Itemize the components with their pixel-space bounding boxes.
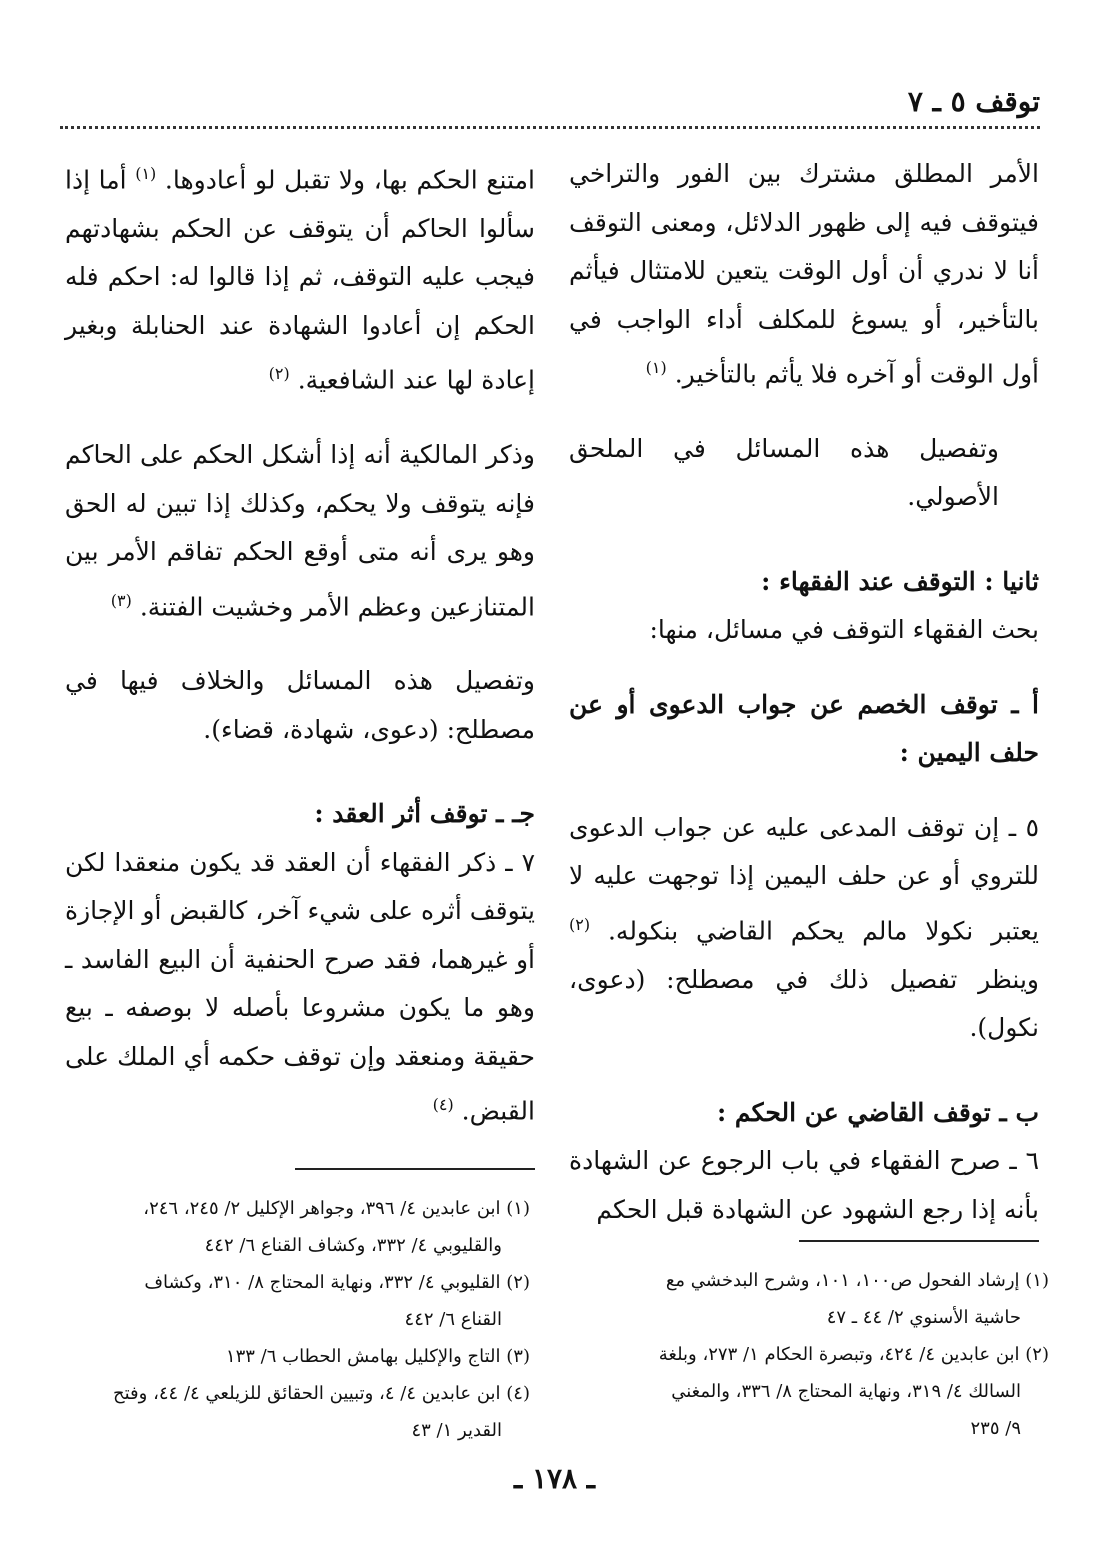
footnote-item-cont: والقليوبي ٤/ ٣٣٢، وكشاف القناع ٦/ ٤٤٢ [204, 1235, 502, 1256]
section-heading-thaniyan: ثانيا : التوقف عند الفقهاء : [761, 566, 1039, 596]
paragraph: ٧ ـ ذكر الفقهاء أن العقد قد يكون منعقدا لكن يتوقف أثره على شيء آخر، كالقبض أو الإجازة أو غيرهما، فقد صرح الحنفية أن البيع الفاسد ـ وهو ما يكون مشروعا بأصله لا بوصفه ـ بيع حقيقة ومنعقد وإن توقف حكمه أي الملك على القبض. $^{(٤)}$ [65, 847, 536, 1126]
footnote-ref[interactable]: (٣) [110, 590, 132, 610]
paragraph: ٥ ـ إن توقف المدعى عليه عن جواب الدعوى للتروي أو عن حلف اليمين إذا توجهت عليه لا يعتبر نكولا مالم يحكم القاضي بنكوله. $^{(٢)}$ وينظر تفصيل ذلك في مصطلح: (دعوى، نكول). [569, 812, 1039, 1043]
paragraph: امتنع الحكم بها، ولا تقبل لو أعادوها. $^{(١)}$ أما إذا سألوا الحاكم أن يتوقف عن الحكم بشهادتهم فيجب عليه التوقف، ثم إذا قالوا له: احكم فله الحكم إن أعادوا الشهادة عند الحنابلة وبغير إعادة لها عند الشافعية. $^{(٢)}$ [65, 164, 535, 395]
footnote-item-cont: القدير ١/ ٤٣ [411, 1420, 502, 1441]
footnote-item: (٣) التاج والإكليل بهامش الحطاب ٦/ ١٣٣ [225, 1346, 530, 1367]
running-header: توقف ٥ ـ ٧ [907, 85, 1040, 118]
paragraph: وتفصيل هذه المسائل في الملحق الأصولي. [569, 433, 999, 512]
footnote-item: (١) إرشاد الفحول ص١٠٠، ١٠١، وشرح البدخشي مع [665, 1270, 1049, 1291]
footnote-ref[interactable]: (١) [135, 164, 157, 183]
footnote-item: (١) ابن عابدين ٤/ ٣٩٦، وجواهر الإكليل ٢/ ٢٤٥، ٢٤٦، [143, 1198, 530, 1219]
footnote-item-cont: السالك ٤/ ٣١٩، ونهاية المحتاج ٨/ ٣٣٦، والمغني [671, 1381, 1021, 1402]
paragraph: وتفصيل هذه المسائل والخلاف فيها في مصطلح: (دعوى، شهادة، قضاء). [65, 666, 535, 744]
footnote-rule-right [799, 1240, 1039, 1242]
right-column [569, 150, 1039, 1224]
footnote-ref[interactable]: (١) [645, 358, 667, 377]
paragraph: ٦ ـ صرح الفقهاء في باب الرجوع عن الشهادة بأنه إذا رجع الشهود عن الشهادة قبل الحكم [569, 1146, 1039, 1224]
left-column [65, 150, 535, 1150]
page-number: ـ ١٧٨ ـ [513, 1462, 596, 1495]
footnote-item: (٢) القليوبي ٤/ ٣٣٢، ونهاية المحتاج ٨/ ٣١٠، وكشاف [144, 1272, 530, 1293]
footnote-rule-left [295, 1168, 535, 1170]
footnote-ref[interactable]: (٢) [569, 914, 591, 934]
paragraph: بحث الفقهاء التوقف في مسائل، منها: [649, 615, 1039, 645]
section-heading-a: أ ـ توقف الخصم عن جواب الدعوى أو عن حلف اليمين : [569, 689, 1039, 768]
footnote-item: (٢) ابن عابدين ٤/ ٤٢٤، وتبصرة الحكام ١/ ٢٧٣، وبلغة [658, 1344, 1049, 1365]
paragraph: الأمر المطلق مشترك بين الفور والتراخي فيتوقف فيه إلى ظهور الدلائل، ومعنى التوقف أنا لا ندري أن أول الوقت يتعين للامتثال فيأثم بالتأخير، أو يسوغ للمكلف أداء الواجب في أول الوقت أو آخره فلا يأثم بالتأخير. $^{(١)}$ [569, 159, 1039, 389]
footnote-ref[interactable]: (٤) [432, 1095, 454, 1115]
footnote-item-cont: ٩/ ٢٣٥ [970, 1418, 1021, 1439]
section-heading-b: ب ـ توقف القاضي عن الحكم : [717, 1097, 1039, 1127]
footnote-item-cont: حاشية الأسنوي ٢/ ٤٤ ـ ٤٧ [826, 1307, 1021, 1328]
footnote-ref[interactable]: (٢) [268, 364, 290, 384]
header-dotted-rule [60, 126, 1040, 129]
footnotes-right [579, 1262, 1049, 1447]
footnotes-left [60, 1190, 530, 1449]
footnote-item-cont: القناع ٦/ ٤٤٢ [404, 1309, 502, 1330]
footnote-item: (٤) ابن عابدين ٤/ ٤، وتبيين الحقائق للزيلعي ٤/ ٤٤، وفتح [113, 1383, 530, 1404]
paragraph: وذكر المالكية أنه إذا أشكل الحكم على الحاكم فإنه يتوقف ولا يحكم، وكذلك إذا تبين له الحق وهو يرى أنه متى أوقع الحكم تفاقم الأمر بين المتنازعين وعظم الأمر وخشيت الفتنة. $^{(٣)}$ [65, 440, 535, 621]
section-heading-j: جـ ـ توقف أثر العقد : [314, 799, 535, 829]
